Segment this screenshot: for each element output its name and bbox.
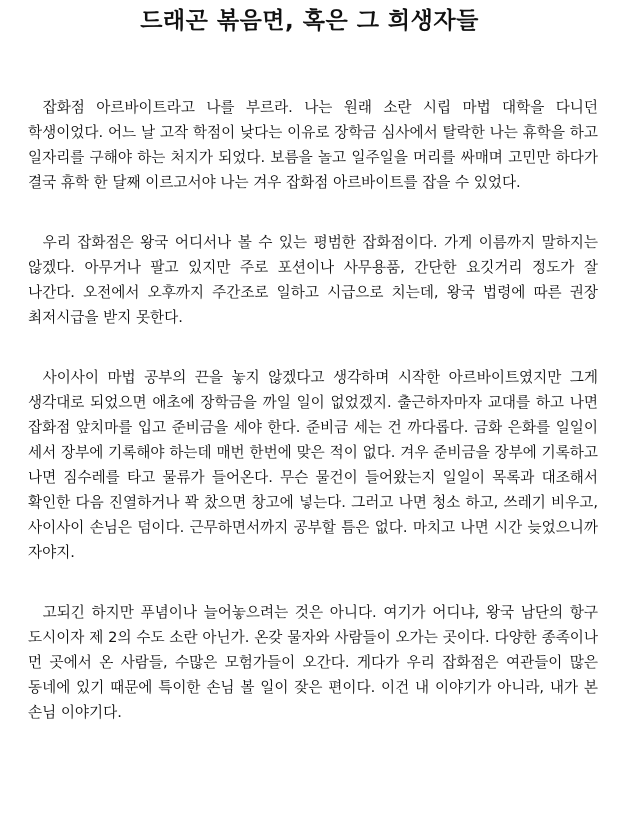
paragraph-2: 우리 잡화점은 왕국 어디서나 볼 수 있는 평범한 잡화점이다. 가게 이름까지 말하지는 않겠다. 아무거나 팔고 있지만 주로 포션이나 사무용품, 간단한 요깃거리 정도가 잘 나간다. 오전에서 오후까지 주간조로 일하고 시급으로 치는데, 왕국 법령에 따른 권장 최저시급을 받지 못한다. <box>28 234 598 326</box>
document-title: 드래곤 볶음면, 혹은 그 희생자들 <box>140 8 479 34</box>
document-body <box>28 95 598 760</box>
paragraph-4: 고되긴 하지만 푸념이나 늘어놓으려는 것은 아니다. 여기가 어디냐, 왕국 남단의 항구 도시이자 제 2의 수도 소란 아닌가. 온갖 물자와 사람들이 오가는 곳이다. 다양한 종족이나 먼 곳에서 온 사람들, 수많은 모험가들이 오간다. 게다가 우리 잡화점은 여관들이 많은 동네에 있기 때문에 특이한 손님 볼 일이 잦은 편이다. 이건 내 이야기가 아니라, 내가 본 손님 이야기다. <box>28 604 598 721</box>
paragraph-1: 잡화점 아르바이트라고 나를 부르라. 나는 원래 소란 시립 마법 대학을 다니던 학생이었다. 어느 날 고작 학점이 낮다는 이유로 장학금 심사에서 탈락한 나는 휴학을 하고 일자리를 구해야 하는 처지가 되었다. 보름을 놀고 일주일을 머리를 싸매며 고민만 하다가 결국 휴학 한 달째 이르고서야 나는 겨우 잡화점 아르바이트를 잡을 수 있었다. <box>28 99 598 191</box>
paragraph-3: 사이사이 마법 공부의 끈을 놓지 않겠다고 생각하며 시작한 아르바이트였지만 그게 생각대로 되었으면 애초에 장학금을 까일 일이 없었겠지. 출근하자마자 교대를 하고 나면 잡화점 앞치마를 입고 준비금을 세야 한다. 준비금 세는 건 까다롭다. 금화 은화를 일일이 세서 장부에 기록해야 하는데 매번 한번에 맞은 적이 없다. 겨우 준비금을 장부에 기록하고 나면 짐수레를 타고 물류가 들어온다. 무슨 물건이 들어왔는지 일일이 목록과 대조해서 확인한 다음 진열하거나 꽉 찼으면 창고에 넣는다. 그러고 나면 청소 하고, 쓰레기 비우고, 사이사이 손님은 덤이다. 근무하면서까지 공부할 틈은 없다. 마치고 나면 시간 늦었으니까 자야지. <box>28 369 598 561</box>
